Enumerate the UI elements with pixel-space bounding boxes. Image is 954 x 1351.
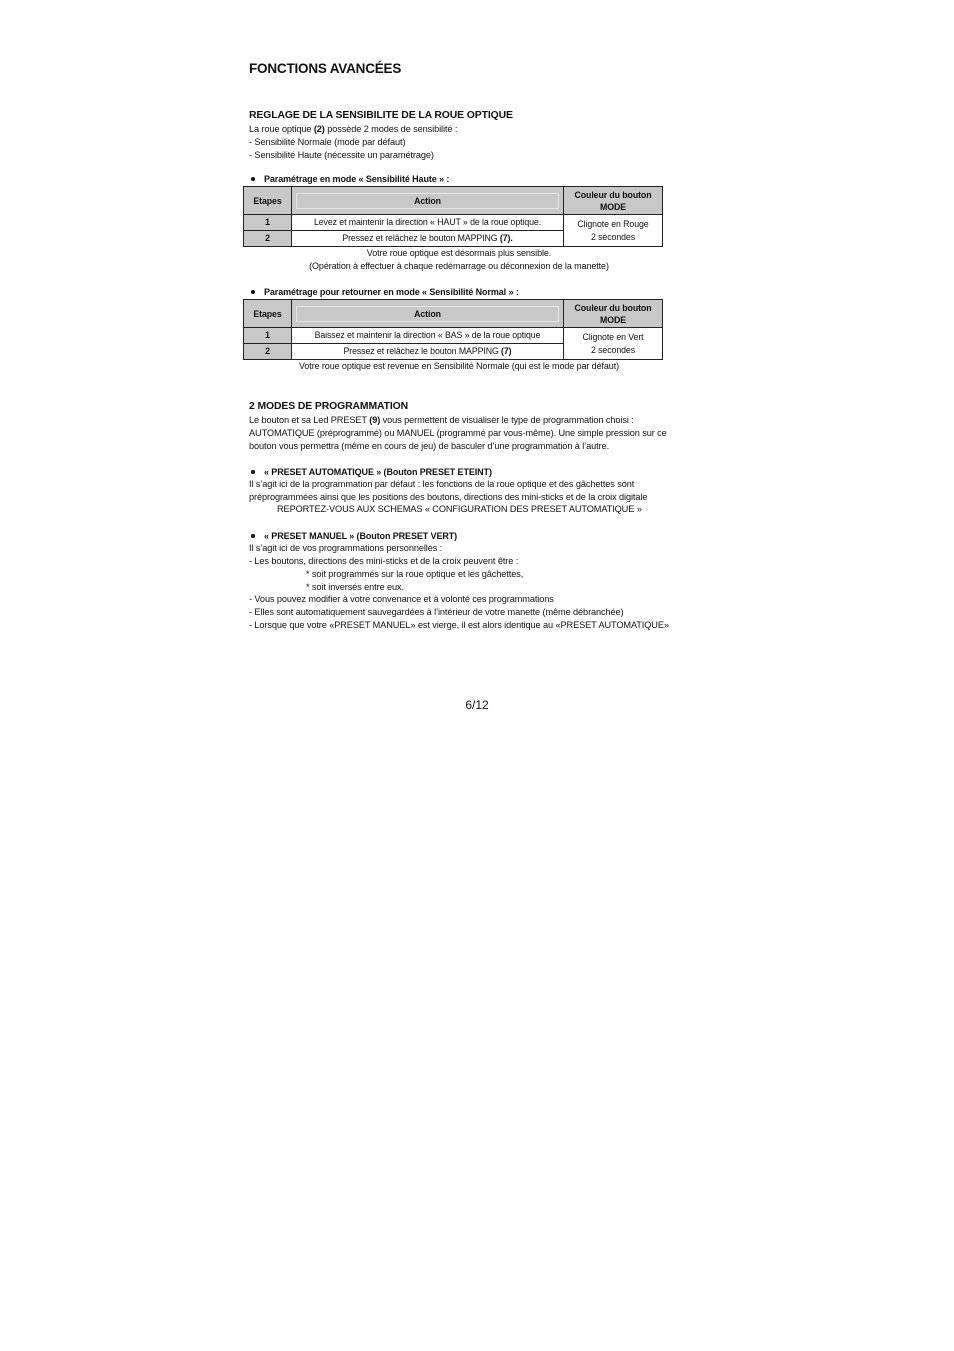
section-heading-sensitivity: REGLAGE DE LA SENSIBILITE DE LA ROUE OPTIQUE — [249, 110, 513, 121]
preset-manual-line4: * soit inversés entre eux. — [306, 581, 405, 592]
normal-sensitivity-bullet: Paramétrage pour retourner en mode « Sensibilité Normal » : — [249, 286, 689, 298]
page-number: 6/12 — [465, 698, 489, 712]
preset-manual-line2: - Les boutons, directions des mini-sticks et de la croix peuvent être : — [249, 555, 519, 566]
preset-auto-bullet: « PRESET AUTOMATIQUE » (Bouton PRESET ETEINT) — [249, 466, 689, 478]
high-sensitivity-table — [243, 186, 663, 247]
bullet-dot-icon — [251, 534, 255, 538]
page-content — [249, 60, 689, 632]
sensitivity-normal-line: - Sensibilité Normale (mode par défaut) — [249, 136, 406, 147]
step-action: Pressez et relâchez le bouton MAPPING (7) — [292, 344, 564, 360]
preset-manual-line6: - Elles sont automatiquement sauvegardées à l’intérieur de votre manette (même débranchée) — [249, 607, 624, 618]
high-sensitivity-note: Votre roue optique est désormais plus sensible. (Opération à effectuer à chaque redémarrage ou déconnexion de la manette) — [309, 248, 609, 272]
programming-intro: Le bouton et sa Led PRESET (9) vous permettent de visualiser le type de programmation choisi : — [249, 415, 634, 426]
section-heading-programming: 2 MODES DE PROGRAMMATION — [249, 401, 409, 413]
table-header-steps: Etapes — [244, 187, 292, 215]
step-number: 1 — [244, 215, 292, 231]
mode-color-cell: Clignote en Rouge 2 secondes — [564, 215, 663, 247]
sensitivity-high-line: - Sensibilité Haute (nécessite un paramétrage) — [249, 149, 434, 160]
step-action: Levez et maintenir la direction « HAUT » de la roue optique. — [292, 215, 564, 231]
preset-auto-line1: Il s’agit ici de la programmation par défaut : les fonctions de la roue optique et des gâchettes sont — [249, 478, 635, 489]
step-number: 2 — [244, 344, 292, 360]
preset-auto-line3: REPORTEZ-VOUS AUX SCHEMAS « CONFIGURATION DES PRESET AUTOMATIQUE » — [277, 504, 642, 515]
mode-color-cell: Clignote en Vert 2 secondes — [564, 328, 663, 360]
table-header-color: Couleur du bouton MODE — [564, 187, 663, 215]
preset-auto-line2: préprogrammées ainsi que les positions des boutons, directions des mini-sticks et de la croix digitale — [249, 491, 648, 502]
table-row — [244, 328, 663, 344]
preset-manual-line5: - Vous pouvez modifier à votre convenance et à volonté ces programmations — [249, 594, 554, 605]
table-header-color: Couleur du bouton MODE — [564, 300, 663, 328]
page-title: FONCTIONS AVANCÉES — [249, 61, 402, 76]
programming-intro-line3: bouton vous permettra (même en cours de jeu) de basculer d’une programmation à l’autre. — [249, 440, 610, 451]
preset-manual-line3: * soit programmés sur la roue optique et les gâchettes, — [306, 568, 524, 579]
bullet-dot-icon — [251, 177, 255, 181]
normal-sensitivity-note: Votre roue optique est revenue en Sensibilité Normale (qui est le mode par défaut) — [299, 361, 619, 372]
high-sensitivity-bullet: Paramétrage en mode « Sensibilité Haute » : — [249, 173, 689, 185]
step-number: 1 — [244, 328, 292, 344]
step-number: 2 — [244, 231, 292, 247]
table-row — [244, 215, 663, 231]
step-action: Pressez et relâchez le bouton MAPPING (7). — [292, 231, 564, 247]
step-action: Baissez et maintenir la direction « BAS » de la roue optique — [292, 328, 564, 344]
preset-manual-line1: Il s’agit ici de vos programmations personnelles : — [249, 543, 443, 554]
programming-intro-line2: AUTOMATIQUE (préprogrammé) ou MANUEL (programmé par vous-même). Une simple pression sur ce — [249, 428, 667, 439]
preset-manual-bullet: « PRESET MANUEL » (Bouton PRESET VERT) — [249, 530, 689, 542]
table-header-action: Action — [292, 187, 564, 215]
bullet-dot-icon — [251, 470, 255, 474]
table-header-action: Action — [292, 300, 564, 328]
preset-manual-line7: - Lorsque que votre «PRESET MANUEL» est vierge, il est alors identique au «PRESET AUTOMATIQUE» — [249, 619, 669, 630]
normal-sensitivity-table — [243, 299, 663, 360]
table-header-steps: Etapes — [244, 300, 292, 328]
sensitivity-intro: La roue optique (2) possède 2 modes de sensibilité : — [249, 124, 458, 134]
bullet-dot-icon — [251, 290, 255, 294]
